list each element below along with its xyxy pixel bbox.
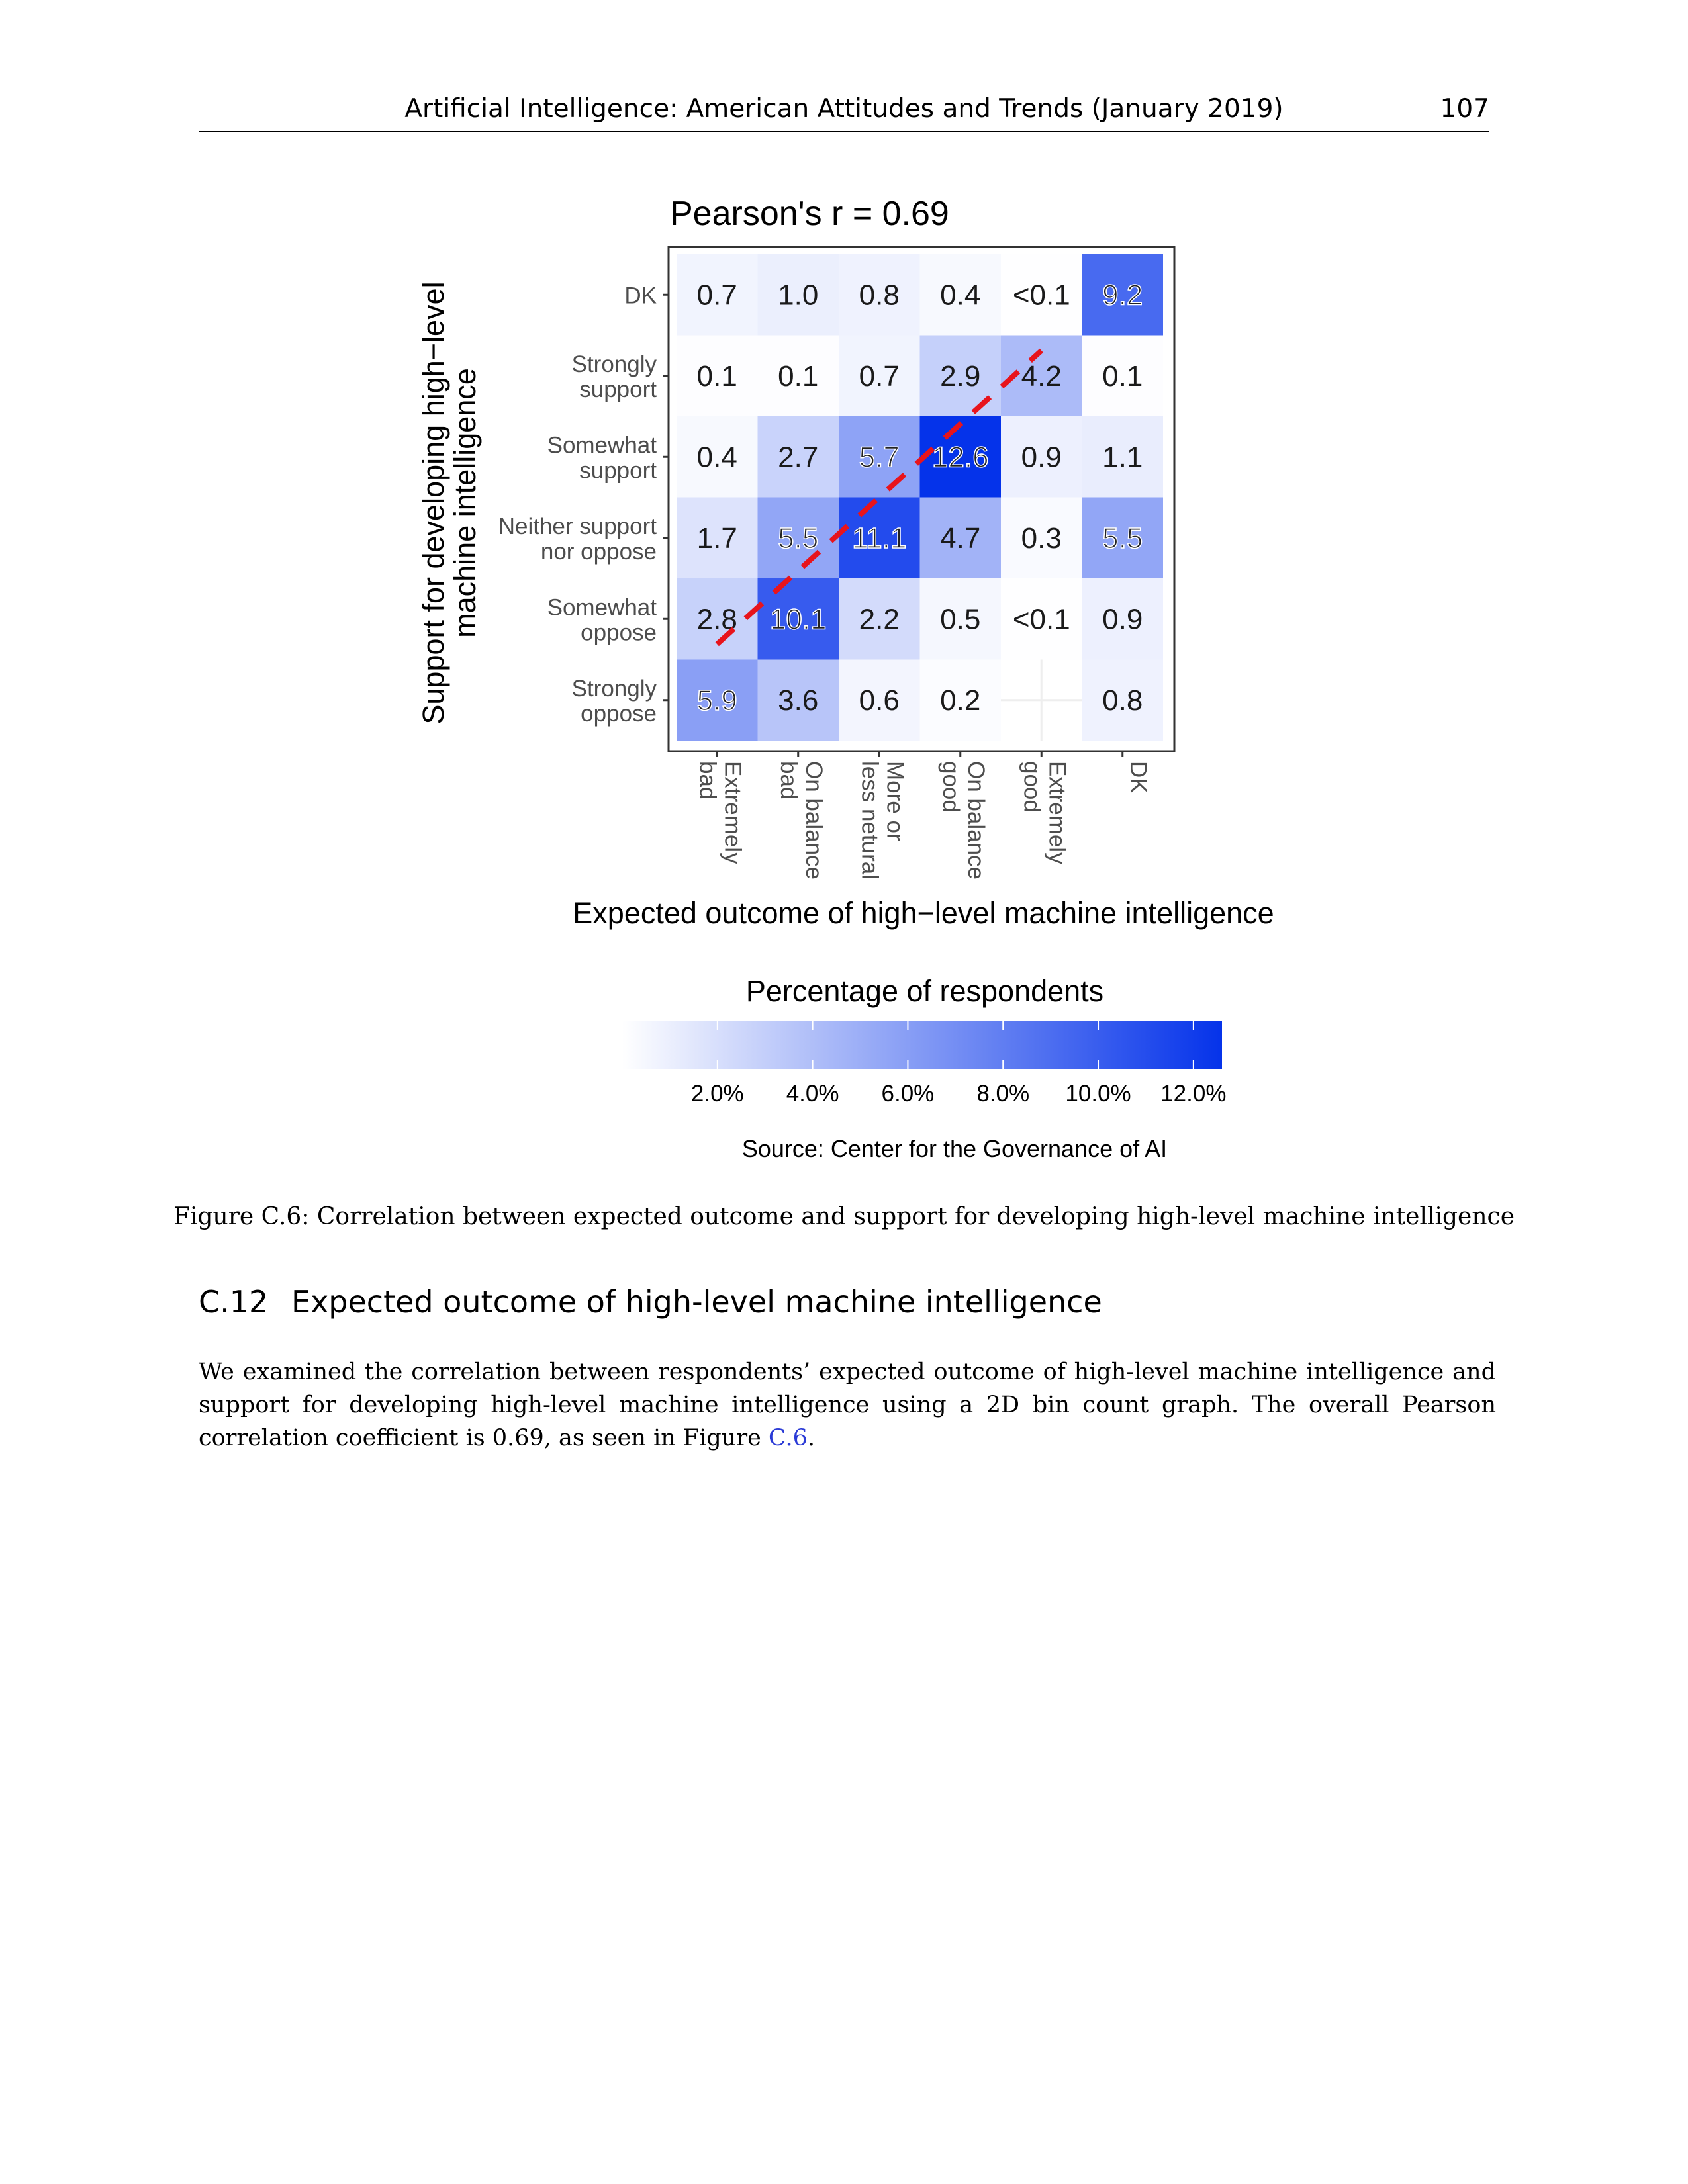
cell-value-label: 0.8	[859, 279, 900, 312]
cell-value-label: 0.8	[1102, 684, 1143, 717]
cell-value-label: 0.1	[696, 359, 737, 392]
x-tick-label: Extremely	[720, 761, 746, 864]
cell-value-label: 2.9	[940, 359, 981, 392]
y-tick-label: DK	[624, 283, 657, 309]
x-tick-label: Extremely	[1044, 761, 1070, 864]
y-tick-label: nor oppose	[540, 538, 657, 565]
x-tick-label: More or	[882, 761, 908, 841]
section-heading	[199, 1284, 1102, 1320]
cell-value-label: 3.6	[778, 684, 819, 717]
y-tick-label: oppose	[581, 619, 657, 646]
cell-value-label: 5.7	[859, 441, 900, 474]
legend-title: Percentage of respondents	[745, 974, 1104, 1008]
cell-value-label: 0.7	[696, 279, 737, 312]
cell-value-label: 4.7	[940, 522, 981, 555]
running-title: Artificial Intelligence: American Attitudes and Trends (January 2019)	[404, 94, 1284, 124]
cell-value-label: 0.6	[859, 684, 900, 717]
x-tick-label: On balance	[962, 761, 989, 880]
y-tick-label: oppose	[581, 700, 657, 727]
y-tick-label: support	[579, 376, 657, 402]
cell-value-label: 5.5	[778, 522, 819, 555]
cell-value-label: 0.5	[940, 603, 981, 636]
cell-value-label: 0.9	[1021, 441, 1062, 474]
x-axis-title: Expected outcome of high−level machine intelligence	[573, 896, 1274, 930]
cell-value-label: 1.0	[778, 279, 819, 312]
cell-value-label: 2.7	[778, 441, 819, 474]
figure-reference-link[interactable]: C.6	[768, 1425, 808, 1451]
x-tick-label: On balance	[800, 761, 827, 880]
cell-value-label: 4.2	[1021, 359, 1062, 392]
legend-tick-label: 2.0%	[690, 1081, 744, 1107]
x-tick-label: less netural	[857, 761, 883, 880]
paragraph-end: .	[807, 1425, 815, 1451]
cell-value-label: 1.7	[696, 522, 737, 555]
cell-value-label: 0.7	[859, 359, 900, 392]
figure-caption: Figure C.6: Correlation between expected outcome and support for developing high-level machine intelligence	[173, 1203, 1515, 1230]
x-tick-label: bad	[775, 761, 802, 800]
cell-value-label: 0.4	[940, 279, 981, 312]
cell-value-label: 5.9	[696, 684, 737, 717]
y-tick-label: Neither support	[498, 513, 657, 539]
cell-value-label: 0.1	[778, 359, 819, 392]
x-tick-label: bad	[694, 761, 721, 800]
body-paragraph	[199, 1355, 1496, 1455]
y-tick-label: Somewhat	[547, 594, 657, 621]
x-tick-label: good	[937, 761, 964, 813]
cell-value-label: 12.6	[931, 441, 989, 474]
cell-value-label: <0.1	[1012, 603, 1070, 636]
cell-value-label: 0.3	[1021, 522, 1062, 555]
y-tick-label: support	[579, 457, 657, 484]
y-tick-label: Strongly	[571, 675, 657, 702]
legend-tick-label: 10.0%	[1065, 1081, 1131, 1107]
section-title: Expected outcome of high-level machine intelligence	[291, 1284, 1102, 1320]
x-tick-label: good	[1019, 761, 1045, 813]
legend-tick-label: 4.0%	[786, 1081, 839, 1107]
cell-value-label: 0.2	[940, 684, 981, 717]
y-tick-label: Strongly	[571, 351, 657, 377]
cell-value-label: 1.1	[1102, 441, 1143, 474]
legend-tick-label: 8.0%	[976, 1081, 1030, 1107]
chart-title: Pearson's r = 0.69	[670, 195, 949, 233]
legend-tick-label: 12.0%	[1160, 1081, 1227, 1107]
page-number: 107	[1440, 94, 1489, 124]
y-axis-title: Support for developing high−level	[416, 281, 450, 725]
x-tick-label: DK	[1125, 761, 1151, 794]
legend-colorbar	[622, 1021, 1222, 1069]
cell-value-label: 2.2	[859, 603, 900, 636]
source-note: Source: Center for the Governance of AI	[741, 1135, 1168, 1162]
cell-value-label: 0.1	[1102, 359, 1143, 392]
cell-value-label: 11.1	[852, 522, 907, 555]
legend-tick-label: 6.0%	[881, 1081, 935, 1107]
cell-value-label: 9.2	[1102, 279, 1143, 312]
cell-value-label: 0.9	[1102, 603, 1143, 636]
cell-value-label: 2.8	[696, 603, 737, 636]
cell-value-label: 0.4	[696, 441, 737, 474]
y-tick-label: Somewhat	[547, 432, 657, 459]
section-number: C.12	[199, 1284, 269, 1320]
cell-value-label: 10.1	[769, 603, 827, 636]
y-axis-title: machine intelligence	[448, 368, 482, 638]
cell-value-label: 5.5	[1102, 522, 1143, 555]
cell-value-label: <0.1	[1012, 279, 1070, 312]
paragraph-text: We examined the correlation between respondents’ expected outcome of high-level machine intelligence and support for developing high-level machine intelligence using a 2D bin count graph. The overall Pearson correlation coefficient is 0.69, as seen in Figure	[199, 1359, 1496, 1451]
